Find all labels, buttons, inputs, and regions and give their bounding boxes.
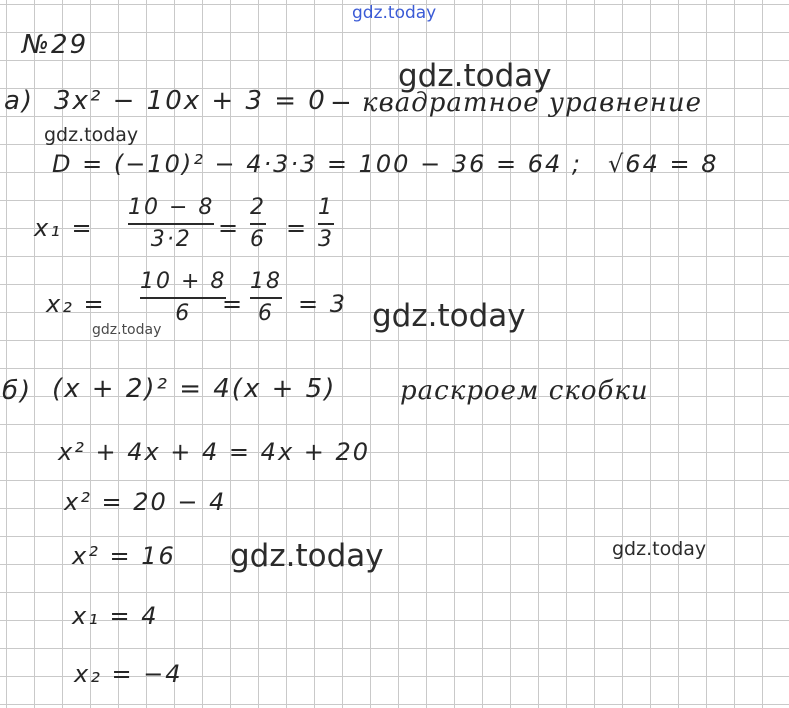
watermark-small: gdz.today: [92, 322, 162, 338]
part-b-line-2: x² = 20 − 4: [64, 488, 227, 516]
x1-numerator: 10 − 8: [128, 195, 215, 220]
watermark-main: gdz.today: [398, 58, 552, 94]
part-b-label: б): [2, 376, 33, 406]
sqrt-discriminant: √64 = 8: [608, 150, 719, 178]
x1-denominator-2: 6: [250, 227, 266, 252]
x1-fraction-2: [250, 194, 266, 254]
x2-equals: =: [222, 290, 245, 318]
x1-denominator-3: 3: [318, 227, 334, 252]
watermark-center: gdz.today: [372, 298, 526, 334]
part-b-line-4: x₁ = 4: [72, 602, 159, 630]
part-b-line-3: x² = 16: [72, 542, 176, 570]
problem-number: №29: [22, 30, 89, 60]
x1-label: x₁ =: [34, 214, 94, 242]
watermark-bottom: gdz.today: [230, 538, 384, 574]
part-a-note: − квадратное уравнение: [330, 88, 703, 118]
x1-numerator-3: 1: [318, 195, 334, 220]
part-a-equation: 3x² − 10x + 3 = 0: [54, 86, 327, 116]
x2-fraction-1: [140, 268, 226, 328]
x1-denominator: 3·2: [150, 227, 192, 252]
fraction-bar: [250, 297, 282, 299]
x2-numerator-2: 18: [250, 269, 282, 294]
watermark-top: gdz.today: [352, 3, 437, 23]
x1-equals: =: [218, 214, 241, 242]
x1-equals-2: =: [286, 214, 309, 242]
x1-fraction-3: [318, 194, 334, 254]
watermark-right: gdz.today: [612, 538, 707, 560]
part-b-equation: (x + 2)² = 4(x + 5): [52, 374, 337, 404]
part-b-line-1: x² + 4x + 4 = 4x + 20: [58, 438, 371, 466]
fraction-bar: [128, 223, 214, 225]
fraction-bar: [318, 223, 334, 225]
x1-numerator-2: 2: [250, 195, 266, 220]
x2-numerator: 10 + 8: [140, 269, 227, 294]
x2-denominator: 6: [175, 301, 192, 326]
part-a-label: а): [4, 86, 35, 116]
x2-fraction-2: [250, 268, 282, 328]
watermark-left: gdz.today: [44, 124, 139, 146]
x2-result: = 3: [298, 290, 348, 318]
x2-label: x₂ =: [46, 290, 106, 318]
x1-fraction-1: [128, 194, 214, 254]
part-b-line-5: x₂ = −4: [74, 660, 183, 688]
part-b-note: раскроем скобки: [400, 376, 649, 406]
fraction-bar: [140, 297, 226, 299]
fraction-bar: [250, 223, 266, 225]
x2-denominator-2: 6: [258, 301, 274, 326]
discriminant-line: D = (−10)² − 4·3·3 = 100 − 36 = 64 ;: [52, 150, 582, 178]
